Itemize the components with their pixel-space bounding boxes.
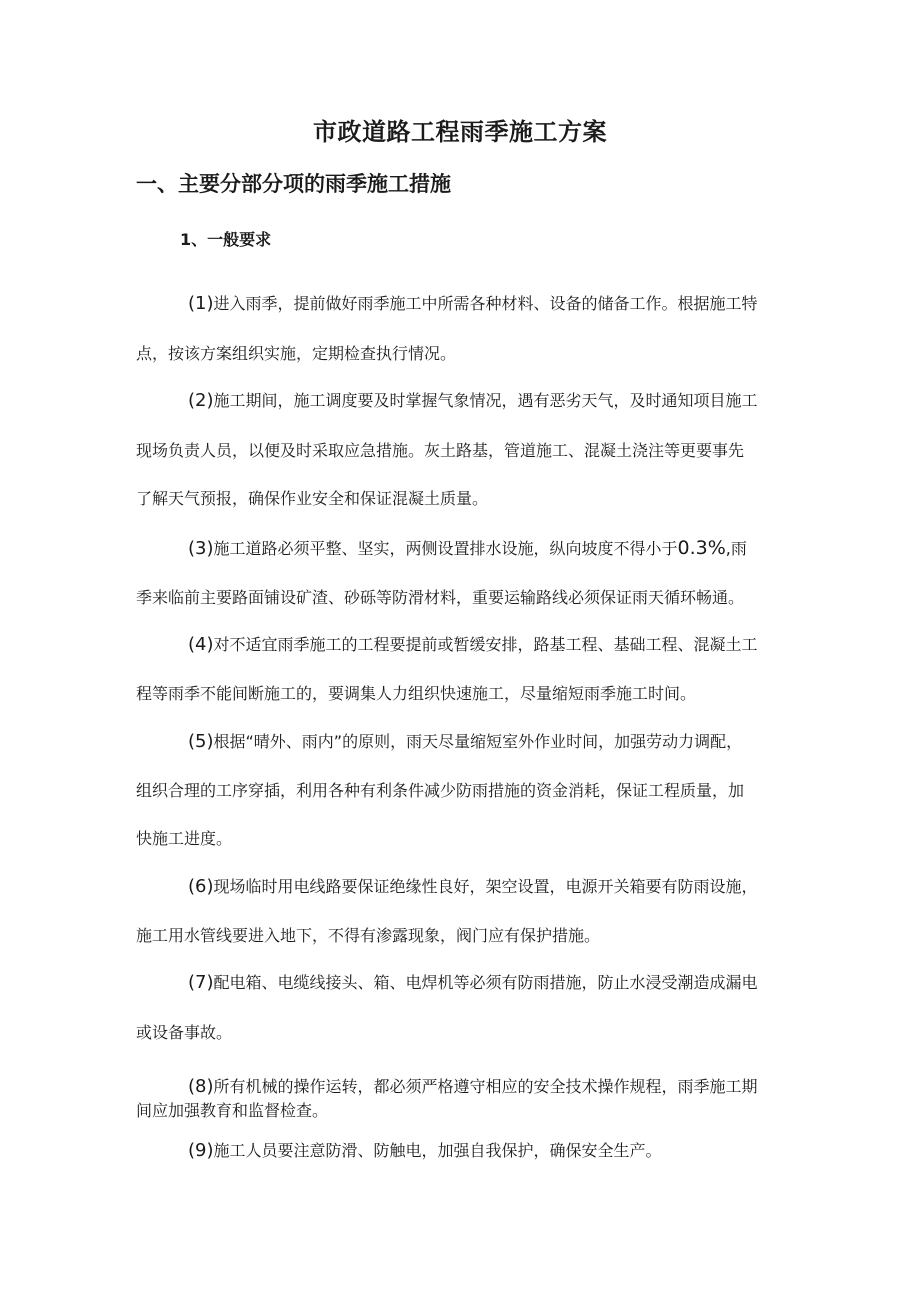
item-text-line: ,雨 (725, 539, 747, 558)
section-heading: 一、主要分部分项的雨季施工措施 (136, 172, 451, 196)
item-text-line: 对不适宜雨季施工的工程要提前或暂缓安排，路基工程、基础工程、混凝土工 (213, 635, 758, 654)
item-number: (7) (188, 972, 214, 993)
item-text-line: 或设备事故。 (136, 1023, 233, 1042)
item-text-line: 施工期间，施工调度要及时掌握气象情况，遇有恶劣天气，及时通知项目施工 (213, 391, 758, 410)
item-number: (9) (188, 1140, 214, 1161)
item-number: (8) (188, 1076, 214, 1097)
item-number: (1) (188, 293, 214, 314)
item-number: (4) (188, 634, 214, 655)
item-text-line: 施工用水管线要进入地下，不得有渗露现象，阀门应有保护措施。 (136, 926, 601, 945)
item-text-line: 了解天气预报，确保作业安全和保证混凝土质量。 (136, 489, 489, 508)
item-text-line: 进入雨季，提前做好雨季施工中所需各种材料、设备的储备工作。根据施工特 (213, 294, 758, 313)
item-text-line: 根据“晴外、雨内”的原则，雨天尽量缩短室外作业时间，加强劳动力调配， (213, 732, 743, 751)
page-title: 市政道路工程雨季施工方案 (313, 118, 607, 146)
item-text-line: 施工道路必须平整、坚实，两侧设置排水设施，纵向坡度不得小于 (213, 539, 678, 558)
item-text-line: 现场临时用电线路要保证绝缘性良好，架空设置，电源开关箱要有防雨设施， (213, 877, 758, 896)
item-text-line: 点，按该方案组织实施，定期检查执行情况。 (136, 344, 457, 363)
item-text-line: 所有机械的操作运转，都必须严格遵守相应的安全技术操作规程，雨季施工期 (213, 1077, 758, 1096)
item-text-line: 配电箱、电缆线接头、箱、电焊机等必须有防雨措施，防止水浸受潮造成漏电 (213, 973, 758, 992)
item-text-line: 施工人员要注意防滑、防触电，加强自我保护，确保安全生产。 (213, 1141, 662, 1160)
subsection-heading: 1、一般要求 (180, 230, 272, 249)
item-text-line: 程等雨季不能间断施工的，要调集人力组织快速施工，尽量缩短雨季施工时间。 (136, 684, 697, 703)
item-text-line: 间应加强教育和监督检查。 (136, 1101, 329, 1120)
item-text-line: 季来临前主要路面铺设矿渣、砂砾等防滑材料，重要运输路线必须保证雨天循环畅通。 (136, 588, 745, 607)
item-number: (3) (188, 538, 214, 559)
item-number: (5) (188, 731, 214, 752)
item-number: (2) (188, 390, 214, 411)
item-number: (6) (188, 876, 214, 897)
slope-percent: 0.3% (677, 537, 726, 559)
item-text-line: 快施工进度。 (136, 829, 233, 848)
item-text-line: 组织合理的工序穿插，利用各种有利条件减少防雨措施的资金消耗，保证工程质量，加 (136, 781, 745, 800)
item-text-line: 现场负责人员，以便及时采取应急措施。灰土路基，管道施工、混凝土浇注等更要事先 (136, 441, 745, 460)
